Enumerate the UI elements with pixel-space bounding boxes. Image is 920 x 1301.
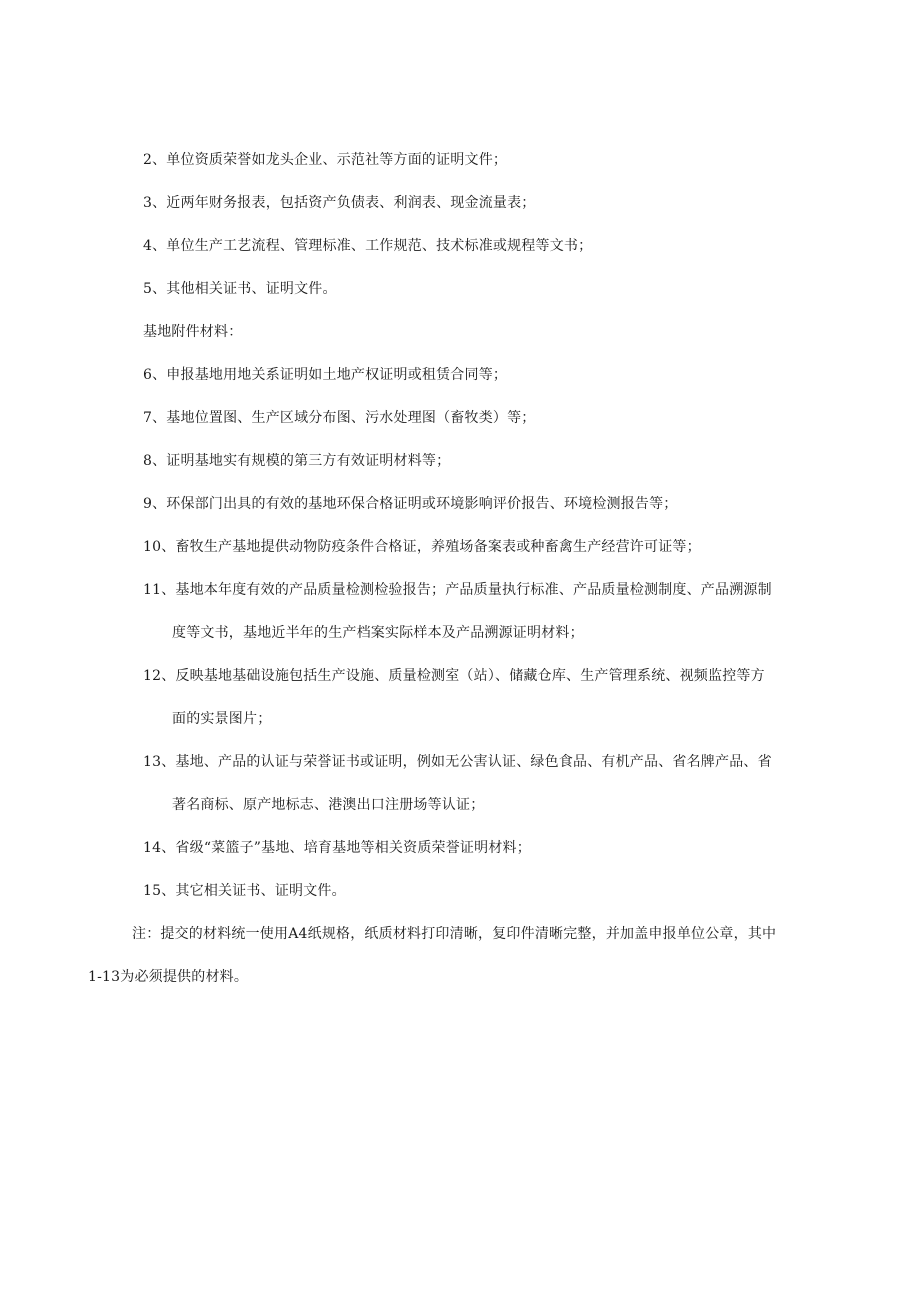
- item-8: 8、证明基地实有规模的第三方有效证明材料等；: [143, 453, 451, 469]
- item-10: 10、畜牧生产基地提供动物防疫条件合格证，养殖场备案表或种畜禽生产经营许可证等；: [143, 539, 701, 555]
- item-7: 7、基地位置图、生产区域分布图、污水处理图（畜牧类）等；: [143, 410, 536, 426]
- item-4: 4、单位生产工艺流程、管理标准、工作规范、技术标准或规程等文书；: [143, 238, 593, 254]
- note-line-1: 注：提交的材料统一使用A4纸规格，纸质材料打印清晰，复印件清晰完整，并加盖申报单位公章，其中: [132, 926, 777, 942]
- item-11-line-2: 度等文书，基地近半年的生产档案实际样本及产品溯源证明材料；: [172, 625, 584, 641]
- item-11-line-1: 11、基地本年度有效的产品质量检测检验报告；产品质量执行标准、产品质量检测制度、产品溯源制: [143, 582, 772, 598]
- item-5: 5、其他相关证书、证明文件。: [143, 281, 337, 297]
- item-13-line-2: 著名商标、原产地标志、港澳出口注册场等认证；: [172, 797, 485, 813]
- note-line-2: 1-13为必须提供的材料。: [88, 969, 249, 985]
- section-heading-base-attachments: 基地附件材料：: [143, 324, 243, 340]
- item-14: 14、省级“菜篮子”基地、培育基地等相关资质荣誉证明材料；: [143, 840, 531, 856]
- item-2: 2、单位资质荣誉如龙头企业、示范社等方面的证明文件；: [143, 152, 508, 168]
- item-9: 9、环保部门出具的有效的基地环保合格证明或环境影响评价报告、环境检测报告等；: [143, 496, 678, 512]
- item-12-line-1: 12、反映基地基础设施包括生产设施、质量检测室（站）、储藏仓库、生产管理系统、视频监控等方: [143, 668, 765, 684]
- item-12-line-2: 面的实景图片；: [172, 711, 272, 727]
- item-13-line-1: 13、基地、产品的认证与荣誉证书或证明，例如无公害认证、绿色食品、有机产品、省名牌产品、省: [143, 754, 772, 770]
- item-3: 3、近两年财务报表，包括资产负债表、利润表、现金流量表；: [143, 195, 536, 211]
- item-15: 15、其它相关证书、证明文件。: [143, 883, 346, 899]
- item-6: 6、申报基地用地关系证明如土地产权证明或租赁合同等；: [143, 367, 508, 383]
